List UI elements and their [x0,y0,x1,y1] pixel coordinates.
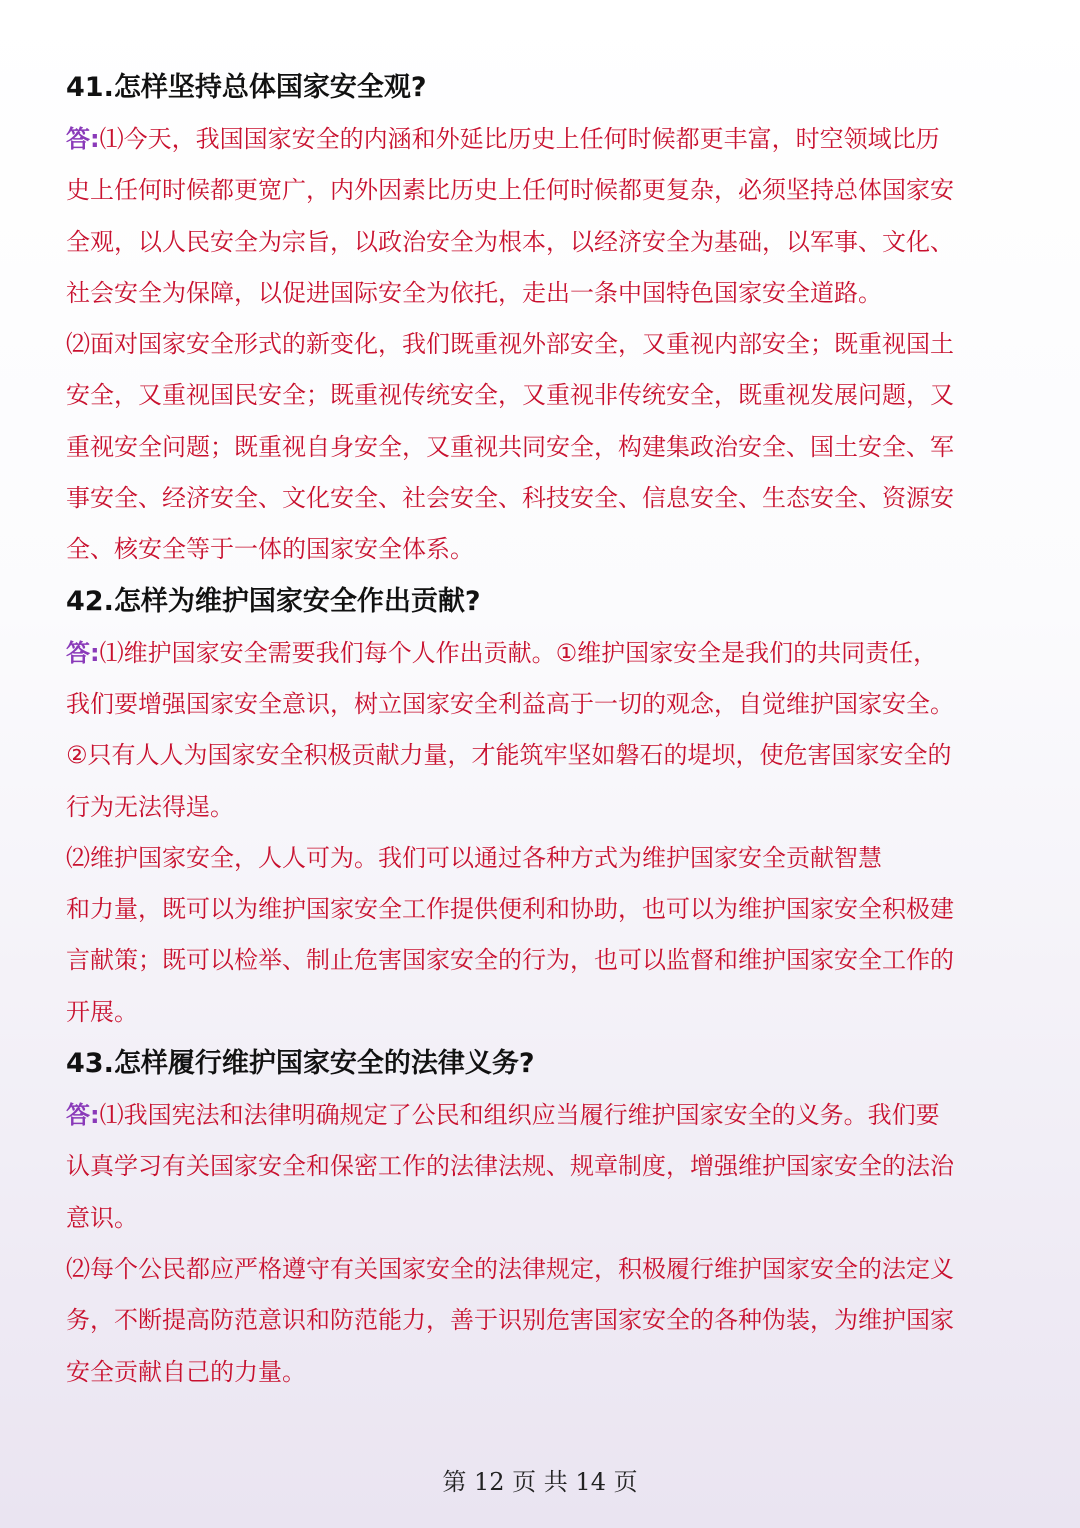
text-line: 全观，以人民安全为宗旨，以政治安全为根本，以经济安全为基础，以军事、文化、 [66,227,954,256]
text-line: ②只有人人为国家安全积极贡献力量，才能筑牢坚如磐石的堤坝，使危害国家安全的 [66,741,952,770]
answer-label: 答: [66,638,100,667]
text-line: 史上任何时候都更宽广，内外因素比历史上任何时候都更复杂，必须坚持总体国家安 [66,176,954,205]
text-line: 和力量，既可以为维护国家安全工作提供便利和协助，也可以为维护国家安全积极建 [66,895,954,924]
question-title: 43.怎样履行维护国家安全的法律义务? [66,1048,535,1080]
answer-paragraph [66,628,1016,833]
document-page [66,62,1016,1398]
text-line: 开展。 [66,997,138,1026]
text-line: 言献策；既可以检举、制止危害国家安全的行为，也可以监督和维护国家安全工作的 [66,946,954,975]
answer-paragraph [66,319,1016,575]
answer-paragraph [66,114,1016,319]
text-line: 答:⑴今天，我国国家安全的内涵和外延比历史上任何时候都更丰富，时空领域比历 [66,125,940,153]
text-line: 安全贡献自己的力量。 [66,1357,306,1386]
text-line: 社会安全为保障，以促进国际安全为依托，走出一条中国特色国家安全道路。 [66,278,882,307]
text-line: 意识。 [66,1203,138,1232]
answer-paragraph [66,833,1016,1038]
question-section [66,62,1016,576]
text-line: 全、核安全等于一体的国家安全体系。 [66,535,474,564]
text-line: 认真学习有关国家安全和保密工作的法律法规、规章制度，增强维护国家安全的法治 [66,1152,954,1181]
text-line: ⑵面对国家安全形式的新变化，我们既重视外部安全，又重视内部安全；既重视国土 [66,330,954,359]
text-line: 答:⑴维护国家安全需要我们每个人作出贡献。①维护国家安全是我们的共同责任， [66,638,938,667]
question-section [66,576,1016,1038]
question-section [66,1038,1016,1398]
question-title: 42.怎样为维护国家安全作出贡献? [66,585,481,617]
text-line: 答:⑴我国宪法和法律明确规定了公民和组织应当履行维护国家安全的义务。我们要 [66,1101,940,1130]
text-line: ⑵每个公民都应严格遵守有关国家安全的法律规定，积极履行维护国家安全的法定义 [66,1254,954,1283]
text-line: 事安全、经济安全、文化安全、社会安全、科技安全、信息安全、生态安全、资源安 [66,484,954,513]
answer-paragraph [66,1244,1016,1398]
text-line: 重视安全问题；既重视自身安全，又重视共同安全，构建集政治安全、国土安全、军 [66,432,954,461]
question-title: 41.怎样坚持总体国家安全观? [66,72,427,103]
text-line: 我们要增强国家安全意识，树立国家安全利益高于一切的观念，自觉维护国家安全。 [66,689,954,718]
answer-label: 答: [66,125,100,153]
answer-label: 答: [66,1101,100,1130]
page-number: 第 12 页 共 14 页 [442,1468,638,1496]
answer-paragraph [66,1090,1016,1244]
text-line: 安全，又重视国民安全；既重视传统安全，又重视非传统安全，既重视发展问题，又 [66,381,954,410]
text-line: 务，不断提高防范意识和防范能力，善于识别危害国家安全的各种伪装，为维护国家 [66,1306,954,1335]
text-line: 行为无法得逞。 [66,792,234,821]
text-line: ⑵维护国家安全，人人可为。我们可以通过各种方式为维护国家安全贡献智慧 [66,843,882,872]
